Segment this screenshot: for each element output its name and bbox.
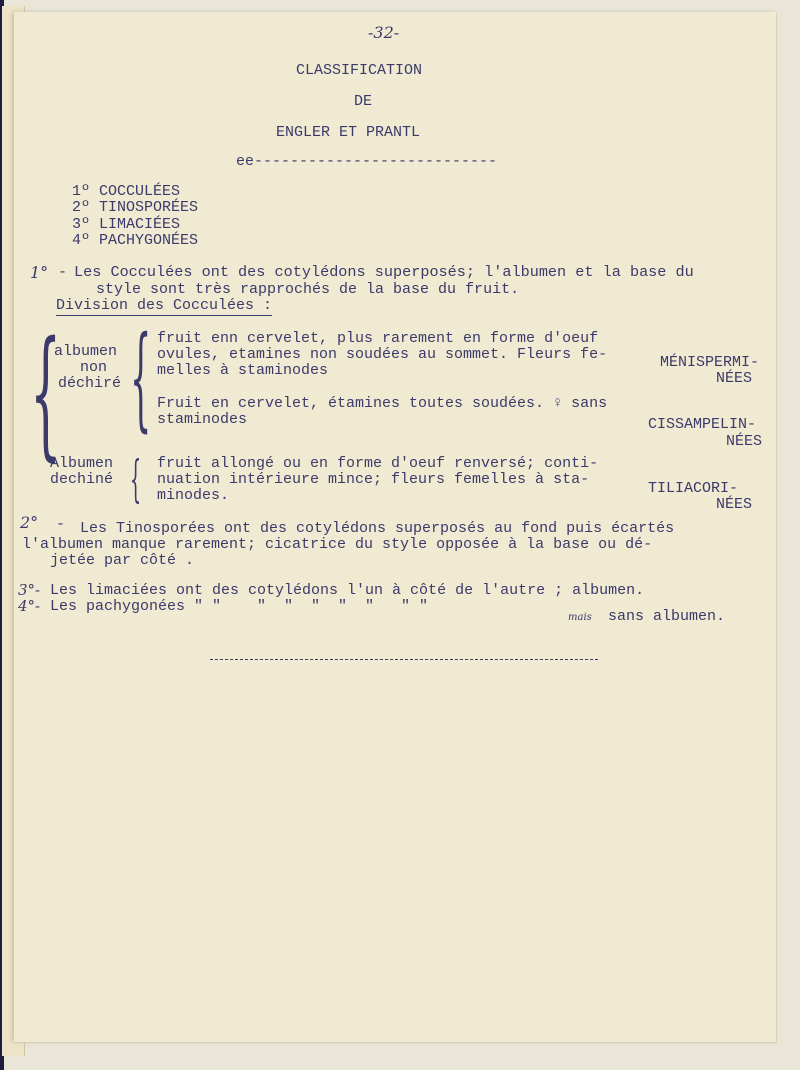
g2-result-1: TILIACORI-: [648, 480, 739, 497]
para1-line2: style sont très rapprochés de la base du fruit.: [96, 281, 520, 298]
para4-marker: 4°-: [18, 597, 41, 615]
g1b-line1: Fruit en cervelet, étamines toutes soudées. ♀ sans: [157, 395, 608, 412]
group1-label-1: albumen: [54, 343, 118, 360]
division-heading: Division des Cocculées :: [56, 297, 273, 314]
para1-dash: -: [58, 264, 68, 281]
g1a-result-1: MÉNISPERMI-: [660, 354, 760, 371]
para2-line2: l'albumen manque rarement; cicatrice du style opposée à la base ou dé-: [22, 536, 653, 553]
g2-line3: minodes.: [157, 487, 230, 504]
group1-label-2: non: [80, 359, 108, 376]
para3-text: Les limaciées ont des cotylédons l'un à côté de l'autre ; albumen.: [50, 582, 645, 599]
g1b-result-2: NÉES: [726, 433, 763, 450]
para3-marker: 3°-: [18, 581, 41, 599]
para1-marker: 1°: [30, 263, 49, 282]
tribe-item-2: 2º TINOSPORÉES: [72, 199, 199, 216]
g1a-line1: fruit enn cervelet, plus rarement en forme d'oeuf: [157, 330, 599, 347]
group2-label-1: Albumen: [50, 455, 114, 472]
para2-line1: Les Tinosporées ont des cotylédons superposés au fond puis écartés: [80, 520, 675, 537]
para4-text-right: sans albumen.: [608, 608, 726, 625]
group2-label-2: dechiné: [50, 471, 114, 488]
g1b-result-1: CISSAMPELIN-: [648, 416, 757, 433]
title-rule: ee---------------------------: [236, 153, 498, 170]
g1a-line3: melles à staminodes: [157, 362, 329, 379]
para4-text-left: Les pachygonées " " " " " " " " ": [50, 598, 429, 615]
g1b-line2: staminodes: [157, 411, 248, 428]
group1-brace: {: [130, 313, 152, 443]
g1a-line2: ovules, etamines non soudées au sommet. Fleurs fe-: [157, 346, 608, 363]
title-line-1: CLASSIFICATION: [296, 62, 423, 79]
g2-line2: nuation intérieure mince; fleurs femelles à sta-: [157, 471, 590, 488]
tribe-item-3: 3º LIMACIÉES: [72, 216, 181, 233]
g2-result-2: NÉES: [716, 496, 753, 513]
g1a-result-2: NÉES: [716, 370, 753, 387]
para2-dash: -: [56, 516, 66, 533]
para4-handwritten-note: mais: [568, 612, 592, 623]
group2-brace: {: [130, 450, 142, 508]
para2-line3: jetée par côté .: [50, 552, 195, 569]
tribe-item-4: 4º PACHYGONÉES: [72, 232, 199, 249]
division-heading-underline: [56, 315, 272, 316]
tribe-item-1: 1º COCCULÉES: [72, 183, 181, 200]
para2-marker: 2°: [20, 513, 39, 532]
page-number: -32-: [368, 23, 400, 42]
closing-rule: [210, 659, 598, 660]
title-line-3: ENGLER ET PRANTL: [276, 124, 421, 141]
title-line-2: DE: [354, 93, 373, 110]
para1-line1: Les Cocculées ont des cotylédons superposés; l'albumen et la base du: [74, 263, 694, 281]
group1-label-3: déchiré: [58, 375, 122, 392]
g2-line1: fruit allongé ou en forme d'oeuf renversé; conti-: [157, 455, 599, 472]
outer-brace: {: [30, 312, 62, 475]
